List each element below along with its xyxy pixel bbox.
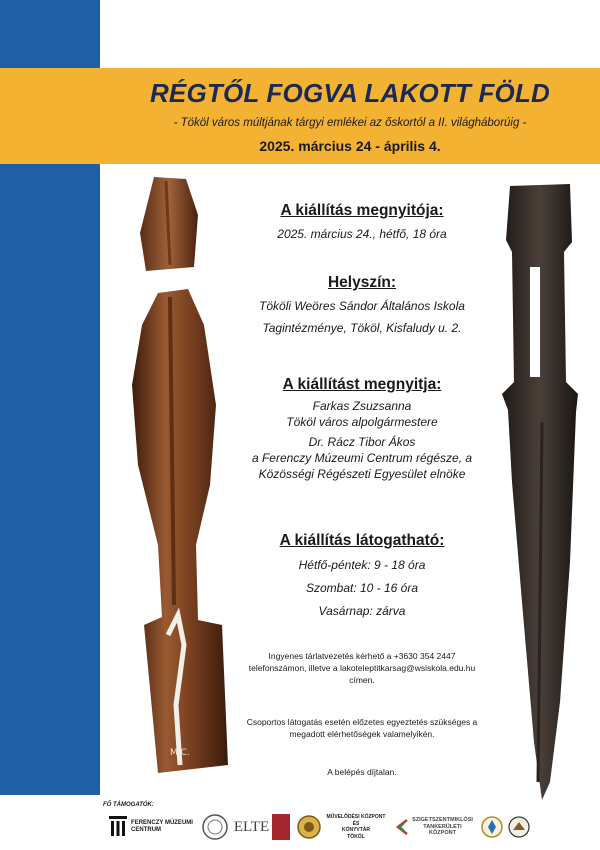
- venue-heading: Helyszín:: [327, 274, 397, 291]
- seal-icon: [202, 814, 228, 840]
- entry-free-text: A belépés díjtalan.: [327, 767, 397, 777]
- artifact-fragment-image: [136, 175, 206, 273]
- museum-columns-icon: [109, 816, 127, 838]
- school-district-logo: [390, 812, 478, 842]
- logo4-line-2: TANKERÜLETI: [423, 823, 462, 830]
- emblem-icon: [297, 815, 321, 839]
- logo3-line-2: ÉS: [352, 820, 360, 827]
- artifact-iron-knife-image: [498, 182, 584, 804]
- venue-line-1: Tököli Weöres Sándor Általános Iskola: [259, 299, 465, 313]
- elte-wordmark: ELTE: [233, 818, 270, 835]
- elte-emblem-icon: [272, 814, 290, 840]
- poster-title: RÉGTŐL FOGVA LAKOTT FÖLD: [149, 78, 551, 108]
- opener1-name: Farkas Zsuzsanna: [312, 399, 412, 413]
- main-supporters-label: FŐ TÁMOGATÓK:: [103, 802, 154, 808]
- artifact-bronze-tool-image: [118, 285, 238, 790]
- exhibition-dates: 2025. március 24 - április 4.: [259, 138, 441, 154]
- group-visit-line-2: megadott elérhetőségek valamelyikén.: [289, 729, 435, 739]
- logo4-line-3: KÖZPONT: [429, 830, 456, 837]
- guided-tour-line-3: címen.: [349, 675, 375, 685]
- cultural-centre-logo: [324, 812, 388, 842]
- school-crest-logo: [479, 812, 505, 842]
- association-icon: [508, 816, 530, 838]
- group-visit-line-1: Csoportos látogatás esetén előzetes egyeztetés szükséges a: [246, 717, 478, 727]
- visiting-weekdays: Hétfő-péntek: 9 - 18 óra: [298, 558, 426, 572]
- ferenczy-museum-logo: [103, 812, 199, 842]
- opener1-role: Tököl város alpolgármestere: [286, 415, 438, 429]
- association-logo: [506, 812, 532, 842]
- logo1-line-2: CENTRUM: [131, 827, 162, 833]
- visiting-heading: A kiállítás látogatható:: [279, 532, 445, 549]
- opener2-name: Dr. Rácz Tibor Ákos: [308, 435, 416, 449]
- poster-subtitle: - Tököl város múltjának tárgyi emlékei az őskortól a II. világháborúig -: [173, 117, 527, 129]
- guided-tour-line-2: telefonszámon, illetve a lakoteleptitkarsag@wsiskola.edu.hu: [248, 663, 476, 673]
- opener2-role-1: a Ferenczy Múzeumi Centrum régésze, a: [251, 451, 473, 465]
- logo3-line-4: TÖKÖL: [347, 833, 365, 840]
- university-seal-logo: [201, 812, 229, 842]
- logo3-line-1: MŰVELŐDÉSI KÖZPONT: [326, 814, 386, 820]
- logo1-line-1: FERENCZY MÚZEUMI: [131, 820, 193, 826]
- chevron-mark-icon: [395, 819, 409, 835]
- visiting-sunday: Vasárnap: zárva: [318, 604, 406, 618]
- visiting-saturday: Szombat: 10 - 16 óra: [305, 581, 419, 595]
- guided-tour-line-1: Ingyenes tárlatvezetés kérhető a +3630 354 2447: [268, 651, 456, 661]
- logo4-line-1: SZIGETSZENTMIKLÓSI: [412, 817, 473, 824]
- opening-text: 2025. március 24., hétfő, 18 óra: [277, 227, 447, 241]
- crest-icon: [481, 815, 503, 839]
- logo3-line-3: KÖNYVTÁR: [341, 827, 371, 833]
- elte-logo: [232, 812, 292, 842]
- opener2-role-2: Közösségi Régészeti Egyesület elnöke: [258, 467, 466, 481]
- openers-heading: A kiállítást megnyitja:: [282, 376, 442, 393]
- svg-text:M.C.: M.C.: [170, 748, 190, 758]
- circle-emblem-logo: [296, 812, 322, 842]
- venue-line-2: Tagintézménye, Tököl, Kisfaludy u. 2.: [262, 321, 462, 335]
- opening-heading: A kiállítás megnyitója:: [280, 202, 444, 219]
